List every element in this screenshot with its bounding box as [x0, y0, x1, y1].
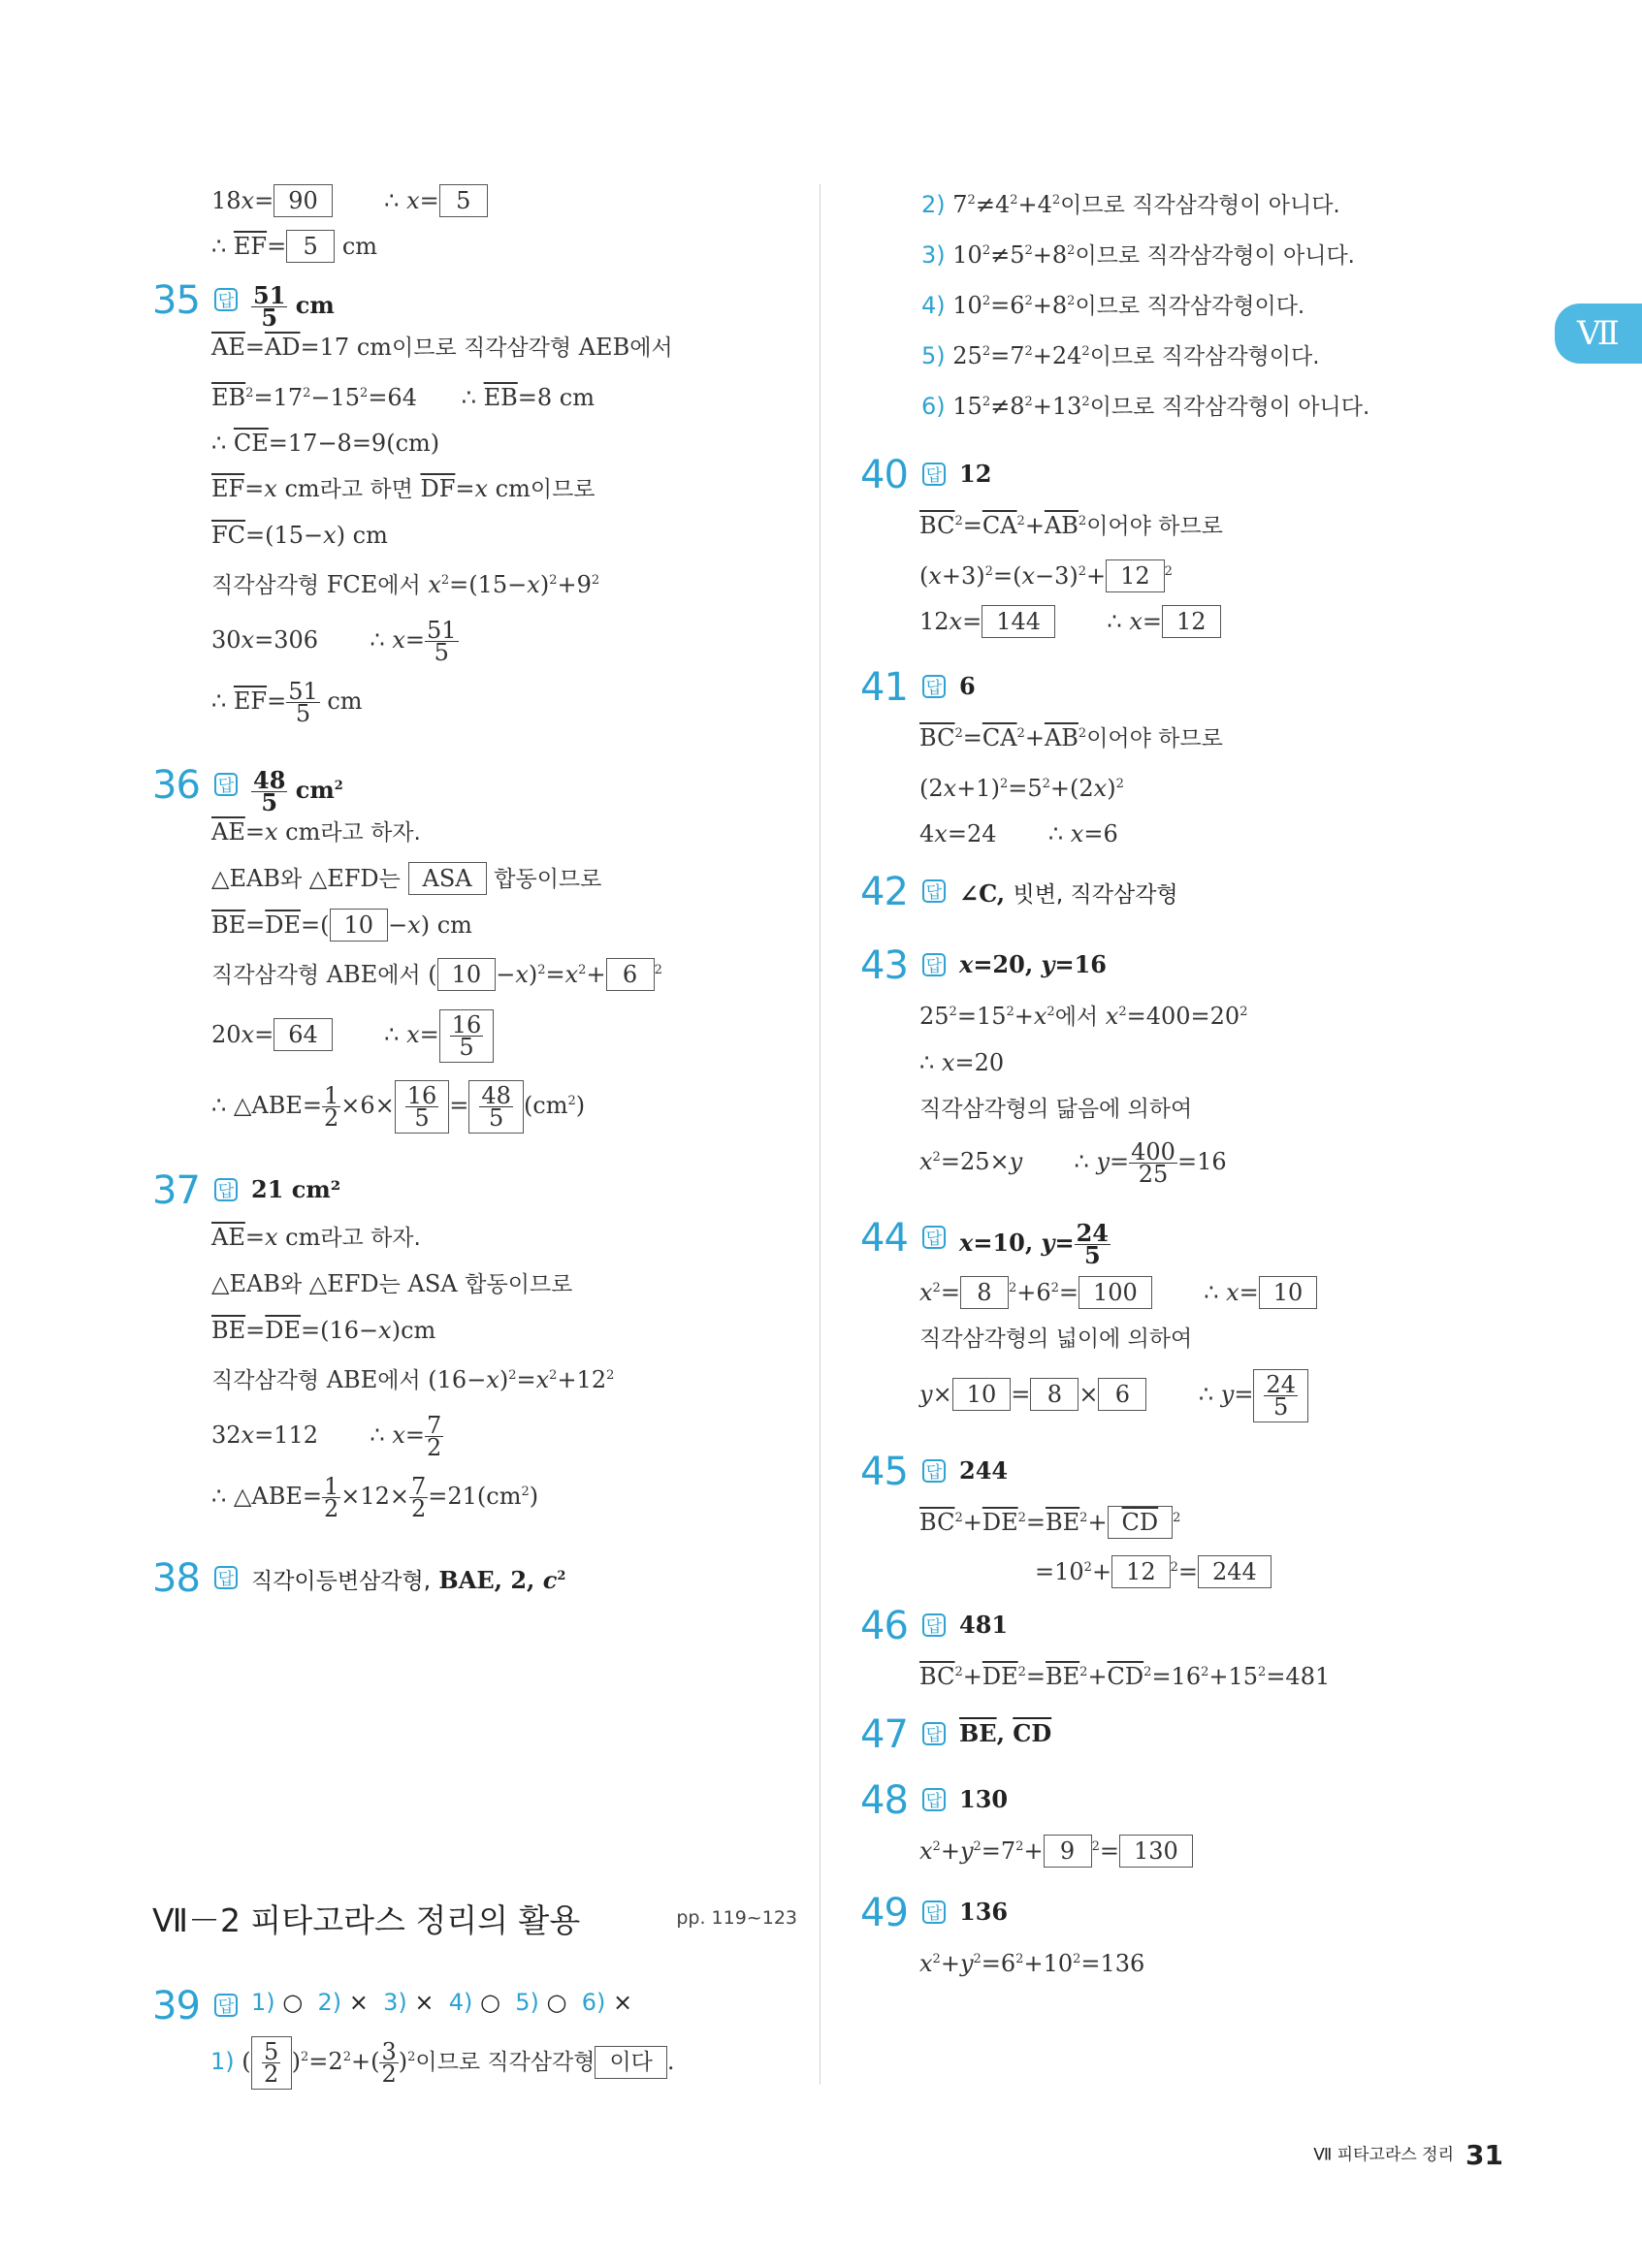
question-number: 47: [860, 1712, 908, 1757]
q46-line: $\overline{BC}^2+\overline{DE}^2=\overline{BE}^2+\overline{CD}^2=16^2+15^2=481$: [919, 1663, 1331, 1690]
answer: x=10, y= $\frac{24}{5}$: [959, 1219, 1109, 1269]
answer-badge: 답: [922, 1901, 946, 1924]
q36-header: [152, 761, 792, 816]
q37-line: 직각삼각형 ABE에서 $(16-x)^2=x^2+12^2$: [211, 1366, 615, 1393]
question-number: 35: [152, 278, 200, 323]
q37-line: ∴ △ABE= $\frac{1}{2}$ ×12× $\frac{7}{2}$ $=21(cm^2)$: [211, 1473, 539, 1522]
q39-line: 3) $10^2\ne 5^2+8^2$이므로 직각삼각형이 아니다.: [921, 241, 1355, 269]
answer-badge: 답: [922, 1613, 946, 1637]
page-number: 31: [1465, 2139, 1503, 2171]
answer-badge: 답: [922, 463, 946, 486]
q43-header: [860, 942, 1403, 990]
question-number: 37: [152, 1168, 200, 1213]
q38-header: [152, 1554, 792, 1603]
footer-chapter: Ⅶ 피타고라스 정리: [1313, 2145, 1455, 2165]
answer-badge: 답: [214, 1566, 238, 1589]
answer: 6: [959, 672, 976, 700]
q35-line: ∴ $\overline{EF}=$ $\frac{51}{5}$ cm: [211, 678, 363, 727]
q35-line: $\overline{FC}=(15-x)$ cm: [211, 522, 388, 549]
q34-line2: ∴ $\overline{EF}= 5$ cm: [211, 230, 792, 263]
answer: ∠C, 빗변, 직각삼각형: [959, 879, 1178, 908]
q39-block: [152, 1968, 792, 2102]
q49-line: $x^2+y^2=6^2+10^2=136$: [919, 1950, 1145, 1977]
q40-line: 12x= 144 ∴ x= 12: [919, 605, 1403, 638]
q41-line: $(2x+1)^2=5^2+(2x)^2$: [919, 775, 1124, 802]
q39-line: 5) $25^2=7^2+24^2$이므로 직각삼각형이다.: [921, 342, 1320, 369]
q45-line: $=10^2+ 12$ $^2$= 244: [1035, 1551, 1403, 1588]
q37-line: $\overline{BE}=\overline{DE}=(16-x)cm$: [211, 1317, 436, 1344]
q44-line: y× 10 = 8 × 6 ∴ y= $\frac{24}{5}$: [919, 1369, 1403, 1422]
q40-line: $(x+3)^2=(x-3)^2+ 12$ $^2$: [919, 556, 1403, 592]
answer: 12: [959, 460, 992, 488]
answer-badge: 답: [922, 1788, 946, 1811]
q34-line1: 18x= 90 ∴ x= 5: [211, 184, 792, 217]
question-number: 39: [152, 1984, 200, 2028]
question-number: 43: [860, 943, 908, 988]
answer: 130: [959, 1785, 1009, 1813]
q37-line: 32x=112 ∴ x= $\frac{7}{2}$: [211, 1412, 442, 1461]
answer-badge: 답: [922, 1722, 946, 1745]
q35-header: [152, 276, 792, 332]
question-number: 46: [860, 1604, 908, 1648]
q36-line: ∴ △ABE= $\frac{1}{2}$ ×6× $\frac{16}{5}$ = $\frac{48}{5}$ $(cm^2)$: [211, 1082, 586, 1132]
answer-badge: 답: [922, 1226, 946, 1249]
q36-line: 20x= 64 ∴ x= $\frac{16}{5}$: [211, 1009, 792, 1063]
q41-line: 4x=24 ∴ x=6: [919, 820, 1118, 847]
question-number: 42: [860, 870, 908, 914]
q39-header: [152, 1982, 792, 2030]
q48-header: [860, 1776, 1403, 1825]
q43-line: 직각삼각형의 닮음에 의하여: [919, 1097, 1193, 1122]
question-number: 38: [152, 1556, 200, 1601]
q49-header: [860, 1889, 1403, 1937]
answer-badge: 답: [214, 288, 238, 311]
right-column: [860, 184, 1403, 1993]
left-column: [152, 184, 792, 1609]
q40-header: [860, 451, 1403, 499]
answer: $\overline{BE}$, $\overline{CD}$: [959, 1719, 1052, 1747]
question-number: 45: [860, 1450, 908, 1494]
q35-line: 30x=306 ∴ x= $\frac{51}{5}$: [211, 617, 457, 666]
q48-line: $x^2+y^2=7^2+ 9$ $^2$= 130: [919, 1831, 1403, 1868]
q36-line: △EAB와 △EFD는 ASA 합동이므로: [211, 862, 792, 896]
page-footer: [1313, 2139, 1503, 2171]
answer-badge: 답: [922, 1459, 946, 1483]
answer: 136: [959, 1898, 1009, 1926]
q36-line: 직각삼각형 ABE에서 ( $10 -x)^2=x^2+ 6$ $^2$: [211, 954, 792, 992]
q42-header: [860, 868, 1403, 916]
q39-line: 6) $15^2\ne 8^2+13^2$이므로 직각삼각형이 아니다.: [921, 393, 1370, 420]
question-number: 49: [860, 1891, 908, 1935]
answer: 481: [959, 1611, 1009, 1639]
q35-line: 직각삼각형 FCE에서 $x^2=(15-x)^2+9^2$: [211, 571, 600, 598]
q43-line: $x^2=25\times y$ ∴ y= $\frac{400}{25}$ =16: [919, 1138, 1227, 1188]
q37-line: $\overline{AE}=x$ cm라고 하자.: [211, 1224, 421, 1251]
q43-line: $25^2=15^2+x^2$에서 $x^2=400=20^2$: [919, 1003, 1248, 1030]
q45-header: [860, 1448, 1403, 1496]
q44-header: [860, 1214, 1403, 1269]
q36-line: $\overline{AE}=x$ cm라고 하자.: [211, 818, 421, 846]
q37-header: [152, 1166, 792, 1215]
q41-line: $\overline{BC}^2=\overline{CA}^2+\overline{AB}^2$이어야 하므로: [919, 724, 1223, 751]
question-number: 41: [860, 665, 908, 710]
q46-header: [860, 1602, 1403, 1650]
answer: $\frac{51}{5}$ cm: [253, 281, 335, 332]
q47-header: [860, 1710, 1403, 1759]
q35-line: $\overline{AE}=\overline{AD}=17$ cm이므로 직각삼각형 AEB에서: [211, 334, 673, 361]
section-pages: pp. 119~123: [676, 1907, 797, 1929]
question-number: 44: [860, 1216, 908, 1261]
q44-line: $x^2= 8$ $^2+6^2= 100$ ∴ x= 10: [919, 1272, 1403, 1309]
answer-badge: 답: [214, 1994, 238, 2017]
q37-line: △EAB와 △EFD는 ASA 합동이므로: [211, 1270, 573, 1297]
answer-badge: 답: [922, 675, 946, 698]
q39-line: 2) $7^2\ne 4^2+4^2$이므로 직각삼각형이 아니다.: [921, 191, 1340, 218]
answer-badge: 답: [922, 879, 946, 903]
column-divider: [820, 184, 821, 2085]
q44-line: 직각삼각형의 넓이에 의하여: [919, 1326, 1193, 1352]
section-title: Ⅶ－2 피타고라스 정리의 활용: [152, 1901, 581, 1939]
answer: 1) ○ 2) × 3) × 4) ○ 5) ○ 6) ×: [251, 1989, 633, 2016]
q35-line: $\overline{EF}=x$ cm라고 하면 $\overline{DF}=x$ cm이므로: [211, 475, 596, 502]
question-number: 48: [860, 1778, 908, 1823]
answer-badge: 답: [214, 773, 238, 796]
answer: 21 cm²: [251, 1175, 341, 1203]
q45-line: $\overline{BC}^2+\overline{DE}^2=\overline{BE}^2+ \overline{CD}$ $^2$: [919, 1502, 1403, 1539]
q35-line: $\overline{EB}^2=17^2-15^2=64$ ∴ $\overline{EB}=8$ cm: [211, 384, 596, 411]
answer: $\frac{48}{5}$ $cm^2$: [253, 766, 343, 816]
answer: 244: [959, 1456, 1009, 1485]
q39-line: 4) $10^2=6^2+8^2$이므로 직각삼각형이다.: [921, 292, 1305, 319]
answer: 직각이등변삼각형, BAE, 2, $c^2$: [251, 1566, 566, 1594]
question-number: 40: [860, 453, 908, 497]
q36-line: $\overline{BE}=\overline{DE}=$( 10 −x) cm: [211, 909, 792, 942]
answer: x=20, y=16: [959, 950, 1107, 978]
q41-header: [860, 663, 1403, 712]
q40-line: $\overline{BC}^2=\overline{CA}^2+\overline{AB}^2$이어야 하므로: [919, 512, 1223, 539]
q43-line: ∴ x=20: [919, 1049, 1005, 1076]
answer-badge: 답: [214, 1178, 238, 1201]
question-number: 36: [152, 763, 200, 808]
q39-line1: 1) ( $\frac{5}{2}$ )$^2=2^2+$( $\frac{3}{2}$ )$^2$이므로 직각삼각형 이다 .: [210, 2038, 675, 2088]
q35-line: ∴ $\overline{CE}=17-8=9(cm)$: [211, 430, 440, 457]
chapter-tab: Ⅶ: [1555, 303, 1642, 364]
section-header: [152, 1896, 797, 1944]
answer-badge: 답: [922, 953, 946, 976]
